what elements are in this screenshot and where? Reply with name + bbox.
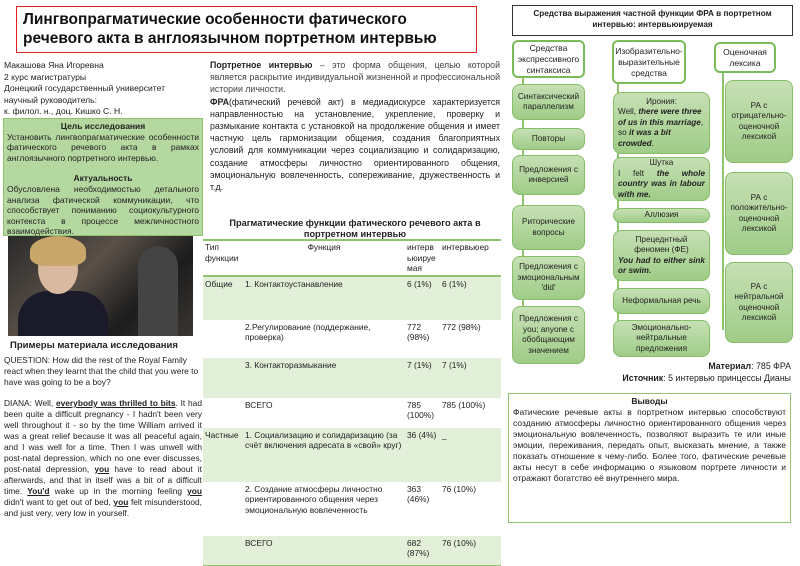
col3-item: РА с отрицательно-оценочной лексикой: [725, 80, 793, 163]
examples-heading: Примеры материала исследования: [10, 340, 178, 351]
author-course: 2 курс магистратуры: [4, 71, 87, 82]
conclusions-text: Фатические речевые акты в портретном интервью способствуют созданию атмосферы личностно ориентированного общения через эмоциональную вовлеченность, позволяют выразить те или иные эмоции, переживания, передать опыт, высказать мнение, а также показать отношение к чему-либо. Более того, фатические речевые акты несут в себе информацию о языковом портрете личности и отражают богатство её внутреннего мира.: [513, 407, 786, 483]
table-row: [203, 358, 501, 398]
col1-item: Предложения с you; anyone с обобщающим значением: [512, 306, 585, 364]
col-header-type: Тип функции: [203, 240, 243, 276]
advisor-name: к. филол. н., доц. Кишко С. Н.: [4, 106, 123, 116]
col1-item: Повторы: [512, 128, 585, 150]
table-row: [203, 320, 501, 358]
table-cell-type: Общие: [203, 276, 243, 320]
table-cell-a: 785 (100%): [407, 399, 434, 421]
table-cell-a: 682 (87%): [405, 536, 440, 566]
col-header-function: Функция: [243, 240, 405, 276]
advisor-label: научный руководитель:: [4, 94, 98, 105]
col-header-interviewer: интервьюер: [440, 240, 501, 276]
joke-box: Шутка I felt the whole country was in labour with me.: [613, 157, 710, 201]
table-cell-func: ВСЕГО: [245, 399, 273, 410]
table-cell-b: 7 (1%): [440, 358, 501, 398]
table-cell-a: 7 (1%): [405, 358, 440, 398]
table-cell-type: [203, 398, 243, 428]
table-cell-a: 6 (1%): [405, 276, 440, 320]
table-title: Прагматические функции фатического речевого акта в портретном интервью: [229, 218, 481, 239]
table-cell-type: [203, 358, 243, 398]
informal-box: Неформальная речь: [613, 288, 710, 314]
table-cell-b: 772 (98%): [442, 321, 481, 332]
table-row: [203, 276, 501, 320]
interview-photo: [8, 236, 193, 336]
table-cell-func: 2.Регулирование (поддержание, проверка): [245, 321, 371, 343]
precedent-box: Прецеднтный феномен (ФЕ) You had to either sink or swim.: [613, 230, 710, 281]
conclusions-box: [508, 393, 791, 523]
table-cell-func: 2. Создание атмосферы личностно ориентированного общения через эмоциональную вовлеченность: [245, 483, 383, 515]
table-cell-func: 3. Контакторазмыкание: [243, 358, 405, 398]
poster-title: Лингвопрагматические особенности фатического речевого акта в англоязычном портретном интервью: [16, 6, 477, 53]
col-header-interviewee: интервьюируемая: [405, 240, 440, 276]
col2-header: Изобразительно-выразительные средства: [612, 40, 686, 84]
diagram-title: Средства выражения частной функции ФРА в портретном интервью: интервьюируемая: [512, 5, 793, 36]
col3-item: РА с нейтральной оценочной лексикой: [725, 262, 793, 343]
table-cell-func: 1. Социализацию и солидаризацию (за счёт включения адресата в «свой» круг): [243, 428, 405, 482]
col3-header: Оценочная лексика: [714, 42, 776, 73]
relevance-heading: Актуальность: [73, 173, 133, 184]
table-cell-type: [203, 320, 243, 358]
goal-box: [3, 118, 203, 236]
table-cell-a: 363 (46%): [407, 483, 430, 505]
col1-item: Предложения с эмоциональным 'did': [512, 256, 585, 300]
col1-item: Предложения с инверсией: [512, 155, 585, 195]
author-info: [4, 60, 165, 118]
col3-item: РА с положительно-оценочной лексикой: [725, 172, 793, 255]
table-cell-b: 76 (10%): [440, 536, 501, 566]
table-cell-b: 6 (1%): [440, 276, 501, 320]
functions-table: [203, 239, 501, 566]
allusion-box: Аллюзия: [613, 208, 710, 223]
author-name: Макашова Яна Игоревна: [4, 60, 104, 70]
col1-item: Риторические вопросы: [512, 205, 585, 250]
table-row: [203, 428, 501, 482]
table-cell-b: 76 (10%): [442, 483, 476, 494]
goal-heading: Цель исследования: [60, 121, 146, 131]
irony-box: Ирония: Well, there were three of us in this marriage, so it was a bit crowded.: [613, 92, 710, 154]
table-row: [203, 398, 501, 428]
conclusions-heading: Выводы: [631, 396, 668, 406]
col1-item: Синтаксический параллелизм: [512, 84, 585, 120]
goal-text: Установить лингвопрагматические особенности фатического речевого акта в рамках англоязычного портретного интервью.: [7, 131, 199, 163]
example-question: QUESTION: How did the rest of the Royal Family react when they learnt that the child that you were to have was going to be a boy?: [4, 355, 199, 387]
relevance-text: Обусловлена необходимостью детального анализа фатической коммуникации, что способствует пониманию социокультурного контекста в процессе межличностного взаимодействия.: [7, 183, 199, 237]
table-cell-type: [203, 536, 243, 566]
table-cell-func: 1. Контактоустанавление: [243, 276, 405, 320]
table-cell-a: 772 (98%): [407, 321, 430, 343]
intro-text: Портретное интервью – это форма общения, целью которой является раскрытие индивидуальной жизненной и профессиональной истории личности. ФРА(фатический речевой акт) в медиадискурсе характеризуется направленностью на установление, укрепление, проверку и размыкание контакта с установкой на продолжение общения и имеет частную цель гармонизации общения, создания благоприятных условий для коммуникации через социализацию и солидаризацию, создание атмосферы личностно ориентированного общения, эмоциональную вовлеченность, сопереживание, дружественность и т.д.: [210, 60, 500, 193]
material-info: Материал: 785 ФРА Источник: 5 интервью принцессы Дианы: [622, 361, 791, 383]
table-cell-func: ВСЕГО: [243, 536, 405, 566]
table-cell-type: [203, 482, 243, 536]
neutral-box: Эмоционально-нейтральные предложения: [613, 320, 710, 357]
table-cell-a: 36 (4%): [405, 428, 440, 482]
table-cell-b: _: [440, 428, 501, 482]
table-cell-type: Частные: [203, 428, 243, 482]
col1-header: Средства экспрессивного синтаксиса: [512, 40, 585, 78]
table-cell-b: 785 (100%): [442, 399, 486, 410]
author-university: Донецкий государственный университет: [4, 83, 166, 93]
table-row: [203, 536, 501, 566]
example-answer: DIANA: Well, everybody was thrilled to bits. It had been quite a difficult pregnancy - I hadn't been very well throughout it - so by the time William arrived it was a great relief because it was all peaceful again, and I was well for a time. Then I was unwell with post-natal depression, which no one ever discusses, post-natal depression, you have to read about it afterwards, and that in itself was a bit of a difficult time. You'd wake up in the morning feeling you didn't want to get out of bed, you felt misunderstood, and just very, very low in yourself.: [4, 398, 203, 518]
table-row: [203, 482, 501, 536]
